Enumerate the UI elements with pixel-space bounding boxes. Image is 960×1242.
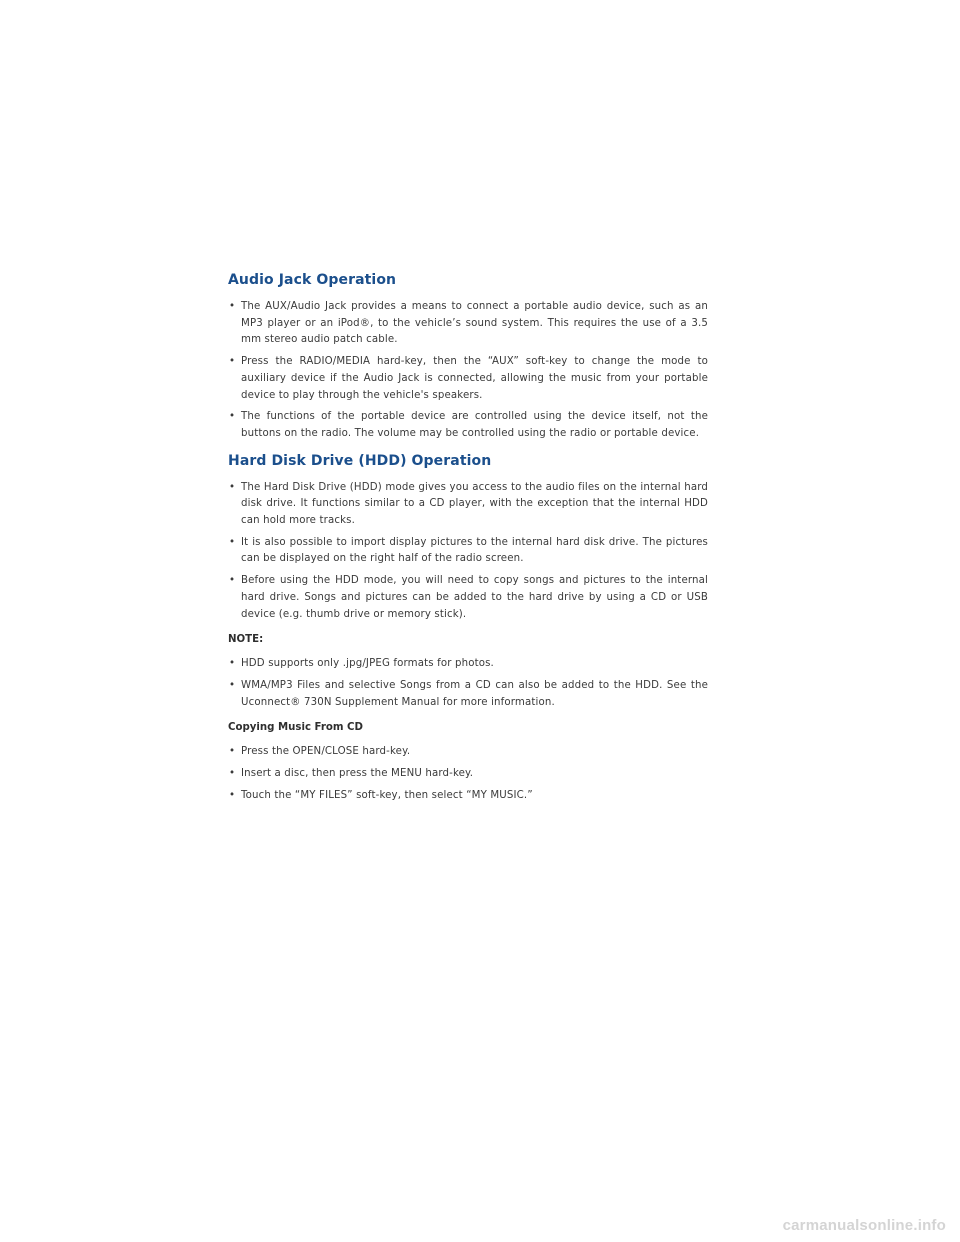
list-item: • It is also possible to import display pictures to the internal hard disk drive. The pictures can be displayed on the right half of the radio screen. bbox=[228, 535, 708, 568]
hdd-section bbox=[228, 451, 708, 805]
list-item: • The functions of the portable device are controlled using the device itself, not the buttons on the radio. The volume may be controlled using the radio or portable device. bbox=[228, 409, 708, 442]
list-item: • Insert a disc, then press the MENU hard-key. bbox=[228, 766, 708, 783]
note-label: NOTE: bbox=[228, 634, 264, 646]
audio-jack-section bbox=[228, 270, 708, 443]
list-item: • Press the RADIO/MEDIA hard-key, then the “AUX” soft-key to change the mode to auxiliary device if the Audio Jack is connected, allowing the music from your portable device to play through the vehicle's speakers. bbox=[228, 354, 708, 404]
audio-jack-list bbox=[228, 299, 708, 443]
list-item: • WMA/MP3 Files and selective Songs from a CD can also be added to the HDD. See the Uconnect® 730N Supplement Manual for more information. bbox=[228, 678, 708, 711]
section-heading-hdd: Hard Disk Drive (HDD) Operation bbox=[228, 452, 492, 469]
list-item: • HDD supports only .jpg/JPEG formats for photos. bbox=[228, 656, 708, 673]
watermark: carmanualsonline.info bbox=[782, 1217, 946, 1234]
note-list bbox=[228, 656, 708, 711]
list-item: • Touch the “MY FILES” soft-key, then select “MY MUSIC.” bbox=[228, 788, 708, 805]
page-content bbox=[228, 270, 708, 809]
list-item: • The AUX/Audio Jack provides a means to connect a portable audio device, such as an MP3 player or an iPod®, to the vehicle’s sound system. This requires the use of a 3.5 mm stereo audio patch cable. bbox=[228, 299, 708, 349]
copying-music-heading: Copying Music From CD bbox=[228, 722, 363, 734]
list-item: • The Hard Disk Drive (HDD) mode gives you access to the audio files on the internal hard disk drive. It functions similar to a CD player, with the exception that the internal HDD can hold more tracks. bbox=[228, 480, 708, 530]
section-heading-audio-jack: Audio Jack Operation bbox=[228, 272, 397, 288]
copying-steps-list bbox=[228, 744, 708, 804]
hdd-list bbox=[228, 480, 708, 624]
list-item: • Before using the HDD mode, you will need to copy songs and pictures to the internal hard drive. Songs and pictures can be added to the hard drive by using a CD or USB device (e.g. thumb drive or memory stick). bbox=[228, 573, 708, 623]
list-item: • Press the OPEN/CLOSE hard-key. bbox=[228, 744, 708, 761]
